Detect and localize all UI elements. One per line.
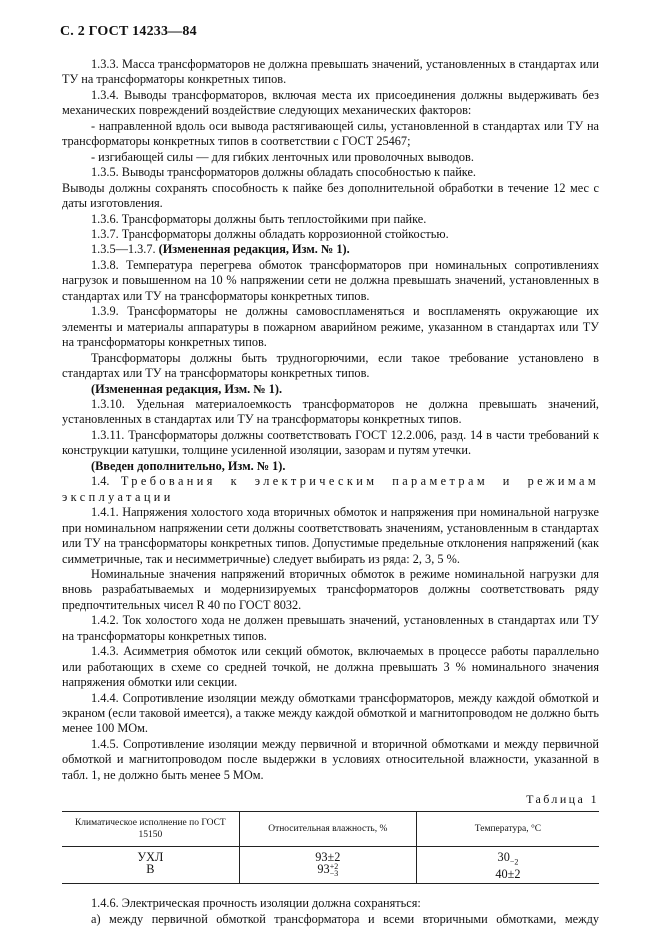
humidity-v [244, 863, 412, 877]
paragraph-1-3-8: 1.3.8. Температура перегрева обмоток трансформаторов при номинальных сопротивлениях нагрузок и повышенном на 10 % напряжении сети не должна превышать значений, установленных в стандартах или ТУ на трансформаторы конкретных типов. [62, 257, 599, 303]
paragraph-1-3-10: 1.3.10. Удельная материалоемкость трансформаторов не должна превышать значений, установленных в стандартах или ТУ на трансформаторы конкретных типов. [62, 396, 599, 427]
revision-note: (Измененная редакция, Изм. № 1). [158, 242, 350, 257]
header-climate: Климатическое исполнение по ГОСТ 15150 [62, 811, 239, 846]
paragraph-1-4-2: 1.4.2. Ток холостого хода не должен превышать значений, установленных в стандартах или ТУ на трансформаторы конкретных типов. [62, 613, 599, 643]
temperature-v: 40±2 [495, 867, 521, 882]
section-1-4-heading [62, 474, 599, 505]
cell-humidity [239, 846, 416, 883]
paragraph-1-3-5-7-note [62, 242, 599, 257]
page-header: С. 2 ГОСТ 14233—84 [60, 24, 197, 39]
humidity-v-upper: +2 [329, 861, 339, 871]
table-header-row [62, 811, 599, 846]
header-humidity: Относительная влажность, % [239, 811, 416, 846]
humidity-v-tolerance [330, 863, 339, 877]
paragraph-1-3-11: 1.3.11. Трансформаторы должны соответствовать ГОСТ 12.2.006, разд. 14 в части требований к конструкции катушки, толщине усиленной изоляции, зазорам и путям утечки. [62, 427, 599, 458]
paragraph-1-4-1: 1.4.1. Напряжения холостого хода вторичных обмоток и напряжения при номинальной нагрузке при номинальном напряжении сети должны соответствовать значениям, установленным в стандартах или ТУ на трансформаторы конкретных типов. Допустимые предельные отклонения напряжений (как симметричные, так и несимметричные) следует выбирать из ряда: 2, 3, 5 %. [62, 505, 599, 566]
paragraph-1-3-9-continued: Трансформаторы должны быть трудногорючими, если такое требование установлено в стандартах или ТУ на трансформаторы конкретных типов. [62, 350, 599, 381]
climate-v: В [146, 861, 155, 876]
cell-climate [62, 846, 239, 883]
paragraph-1-3-6: 1.3.6. Трансформаторы должны быть теплостойкими при пайке. [91, 211, 427, 226]
clause-range: 1.3.5—1.3.7. [91, 242, 156, 257]
paragraph-1-3-5-continued: Выводы должны сохранять способность к пайке без дополнительной обработки в течение 12 мес с даты изготовления. [62, 180, 599, 211]
document-body [62, 57, 599, 927]
paragraph-1-4-6-item-a: а) между первичной обмоткой трансформатора и всеми вторичными обмотками, между [91, 911, 599, 926]
paragraph-1-4-6: 1.4.6. Электрическая прочность изоляции должна сохраняться: [91, 896, 421, 911]
table-1 [62, 811, 599, 884]
revision-note-changed: (Измененная редакция, Изм. № 1). [91, 381, 283, 396]
table-row [62, 846, 599, 883]
temperature-uhl-tolerance: −2 [509, 857, 519, 867]
paragraph-1-3-7: 1.3.7. Трансформаторы должны обладать коррозионной стойкостью. [91, 226, 449, 241]
revision-note-added: (Введен дополнительно, Изм. № 1). [91, 458, 286, 473]
humidity-uhl: 93±2 [315, 849, 341, 864]
paragraph-1-4-1-continued: Номинальные значения напряжений вторичных обмоток в режиме номинальной нагрузки для вновь разрабатываемых и модернизируемых трансформаторов должны соответствовать ряду предпочтительных чисел R 40 по ГОСТ 8032. [62, 566, 599, 612]
paragraph-1-4-3: 1.4.3. Асимметрия обмоток или секций обмоток, включаемых в процессе работы параллельно или работающих в схеме со средней точкой, не должна превышать 3 % номинального значения напряжения обмотки или секции. [62, 644, 599, 690]
table-caption: Таблица 1 [526, 792, 599, 807]
section-number: 1.4. [91, 474, 110, 489]
paragraph-1-3-9: 1.3.9. Трансформаторы не должны самовоспламеняться и воспламенять окружающие их элементы и материалы аппаратуры в пожарном аварийном режиме, указанном в стандартах или ТУ на трансформаторы конкретных типов. [62, 304, 599, 350]
section-title: Требования к электрическим параметрам и режимам эксплуатации [62, 474, 599, 504]
paragraph-1-3-4-item-b: - изгибающей силы — для гибких ленточных или проволочных выводов. [91, 149, 474, 164]
paragraph-1-4-5: 1.4.5. Сопротивление изоляции между первичной и вторичной обмотками и между первичной обмоткой и магнитопроводом после выдержки в условиях относительной влажности, указанной в табл. 1, не должно быть менее 5 МОм. [62, 736, 599, 782]
paragraph-1-3-5: 1.3.5. Выводы трансформаторов должны обладать способностью к пайке. [91, 165, 476, 180]
paragraph-1-3-4-item-a: - направленной вдоль оси вывода растягивающей силы, установленной в стандартах или ТУ на трансформаторы конкретных типов в соответствии с ГОСТ 25467; [62, 118, 599, 149]
climate-uhl: УХЛ [137, 849, 164, 864]
paragraph-1-3-3: 1.3.3. Масса трансформаторов не должна превышать значений, установленных в стандартах или ТУ на трансформаторы конкретных типов. [62, 57, 599, 87]
temperature-uhl-base: 30 [497, 849, 510, 864]
paragraph-1-3-4: 1.3.4. Выводы трансформаторов, включая места их присоединения должны выдерживать без механических повреждений воздействие следующих механических факторов: [62, 87, 599, 118]
temperature-uhl [421, 851, 595, 868]
humidity-v-lower: −3 [329, 868, 339, 878]
cell-temperature [416, 846, 599, 883]
header-temperature: Температура, °С [416, 811, 599, 846]
humidity-v-base: 93 [317, 861, 330, 876]
paragraph-1-4-4: 1.4.4. Сопротивление изоляции между обмотками трансформаторов, между каждой обмоткой и экраном (если таковой имеется), а также между каждой обмоткой и магнитопроводом не должно быть менее 100 МОм. [62, 690, 599, 736]
